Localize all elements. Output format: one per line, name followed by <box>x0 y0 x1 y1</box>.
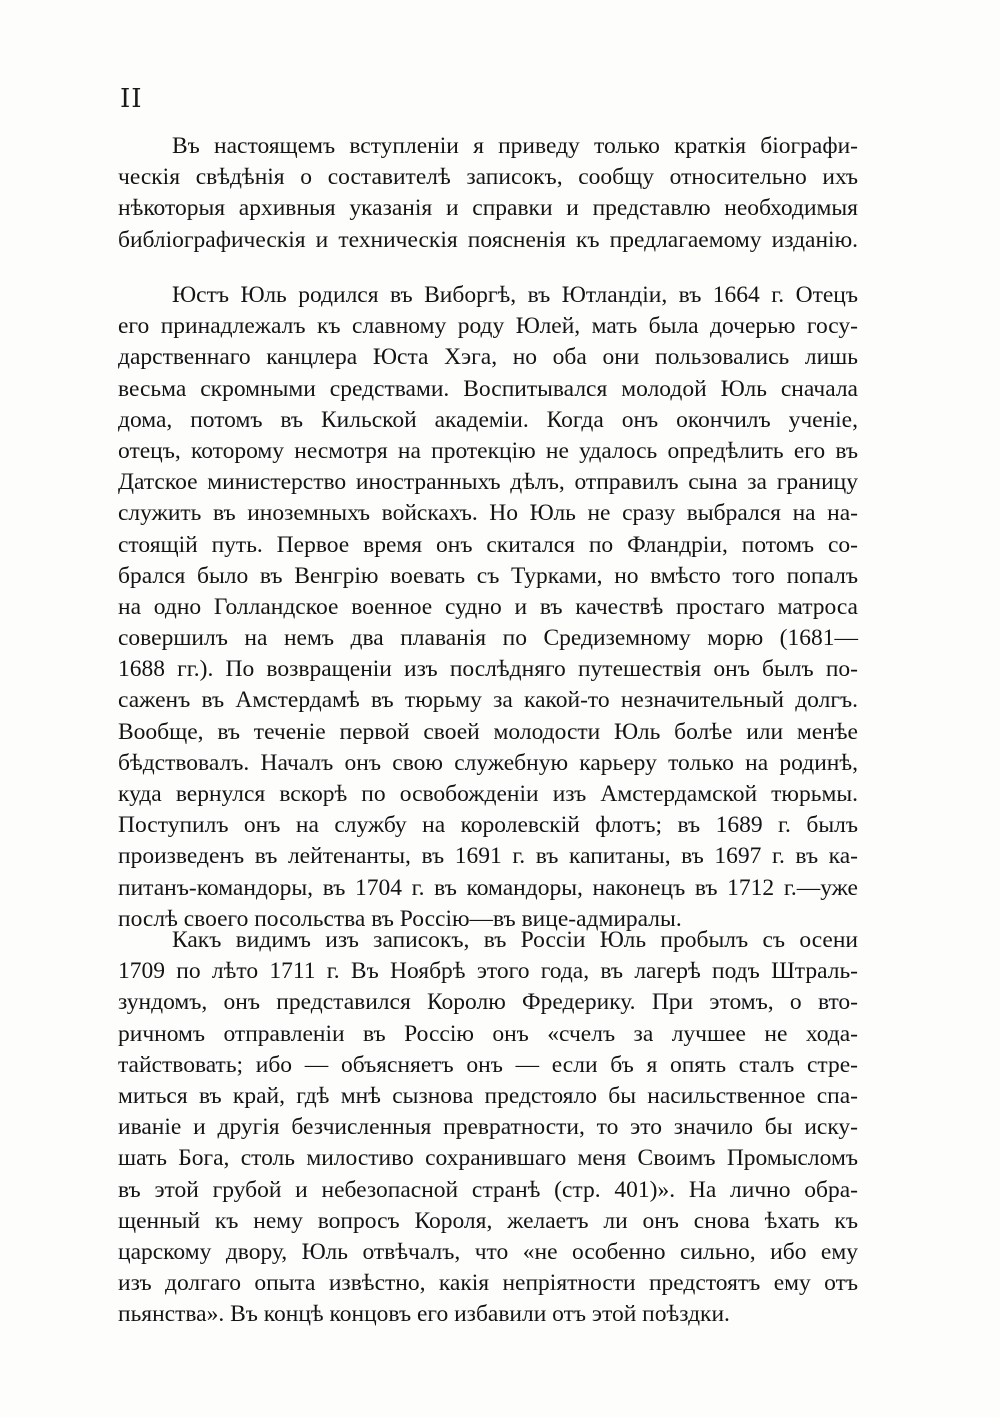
text-line: ричномъ отправленіи въ Россію онъ «счелъ за лучшее не хода- <box>118 1020 858 1047</box>
text-line: 1688 гг.). По возвращеніи изъ послѣдняго путешествія онъ былъ по- <box>118 656 858 683</box>
text-line: на одно Голландское военное судно и въ качествѣ простаго матроса <box>118 593 858 620</box>
text-line: въ этой грубой и небезопасной странѣ (стр. 401)». На лично обра- <box>118 1176 858 1203</box>
text-line: дома, потомъ въ Кильской академіи. Когда онъ окончилъ ученіе, <box>118 406 858 433</box>
text-line: ческія свѣдѣнія о составителѣ записокъ, сообщу относительно ихъ <box>118 164 858 191</box>
text-line: Датское министерство иностранныхъ дѣлъ, отправилъ сына за границу <box>118 469 858 496</box>
text-line: миться въ край, гдѣ мнѣ сызнова предстояло бы насильственное спа- <box>118 1082 858 1109</box>
text-line: отецъ, которому несмотря на протекцію не удалось опредѣлить его въ <box>118 437 858 464</box>
text-line: Какъ видимъ изъ записокъ, въ Россіи Юль пробылъ съ осени <box>172 927 858 953</box>
text-line: пьянства». Въ концѣ концовъ его избавили отъ этой поѣздки. <box>118 1301 730 1328</box>
paragraph-russia-stay <box>118 925 858 1330</box>
text-line: саженъ въ Амстердамѣ въ тюрьму за какой-то незначительный долгъ. <box>118 687 858 714</box>
text-line: зундомъ, онъ представился Королю Фредерику. При этомъ, о вто- <box>118 989 858 1016</box>
text-line: питанъ-командоры, въ 1704 г. въ командоры, наконецъ въ 1712 г.—уже <box>118 874 858 901</box>
text-line: дарственнаго канцлера Юста Хэга, но оба они пользовались лишь <box>118 344 858 371</box>
text-line: 1709 по лѣто 1711 г. Въ Ноябрѣ этого года, въ лагерѣ подъ Штраль- <box>118 958 858 985</box>
text-line: весьма скромными средствами. Воспитывался молодой Юль сначала <box>118 375 858 402</box>
text-line: изъ долгаго опыта извѣстно, какія непріятности предстоятъ ему отъ <box>118 1270 858 1297</box>
text-line: царскому двору, Юль отвѣчалъ, что «не особенно сильно, ибо ему <box>118 1238 858 1265</box>
text-line: шать Бога, столь милостиво сохранившаго меня Своимъ Промысломъ <box>118 1145 858 1172</box>
text-line: Въ настоящемъ вступленіи я приведу только краткія біографи- <box>172 133 858 159</box>
text-line: куда вернулся вскорѣ по освобожденіи изъ Амстердамской тюрьмы. <box>118 781 858 807</box>
text-line: Юстъ Юль родился въ Виборгѣ, въ Ютландіи, въ 1664 г. Отецъ <box>172 282 858 308</box>
paragraph-introduction <box>118 131 858 256</box>
text-line: бѣдствовалъ. Началъ онъ свою служебную карьеру только на родинѣ, <box>118 749 858 776</box>
text-line: Поступилъ онъ на службу на королевскій флотъ; въ 1689 г. былъ <box>118 812 858 839</box>
text-line: совершилъ на немъ два плаванія по Средиземному морю (1681— <box>118 625 858 652</box>
text-line: брался было въ Венгрію воевать съ Турками, но вмѣсто того попалъ <box>118 562 858 589</box>
text-line: нѣкоторыя архивныя указанія и справки и представлю необходимыя <box>118 195 858 222</box>
text-line: служить въ иноземныхъ войскахъ. Но Юль не сразу выбрался на на- <box>118 500 858 527</box>
text-line: его принадлежалъ къ славному роду Юлей, мать была дочерью госу- <box>118 313 858 340</box>
text-line: послѣ своего посольства въ Россію—въ вице-адмиралы. <box>118 905 682 932</box>
text-line: Вообще, въ теченіе первой своей молодости Юль болѣе или менѣе <box>118 718 858 745</box>
text-line: произведенъ въ лейтенанты, въ 1691 г. въ капитаны, въ 1697 г. въ ка- <box>118 843 858 870</box>
paragraph-biography <box>118 280 858 935</box>
page-number: II <box>120 84 143 114</box>
text-line: щенный къ нему вопросъ Короля, желаетъ ли онъ снова ѣхать къ <box>118 1207 858 1234</box>
text-line: иваніе и другія безчисленныя превратности, то это значило бы иску- <box>118 1114 858 1141</box>
text-line: библіографическія и техническія поясненія къ предлагаемому изданію. <box>118 226 858 253</box>
text-line: тайствовать; ибо — объясняетъ онъ — если бъ я опять сталъ стре- <box>118 1051 858 1078</box>
text-line: стоящій путь. Первое время онъ скитался по Фландріи, потомъ со- <box>118 531 858 558</box>
